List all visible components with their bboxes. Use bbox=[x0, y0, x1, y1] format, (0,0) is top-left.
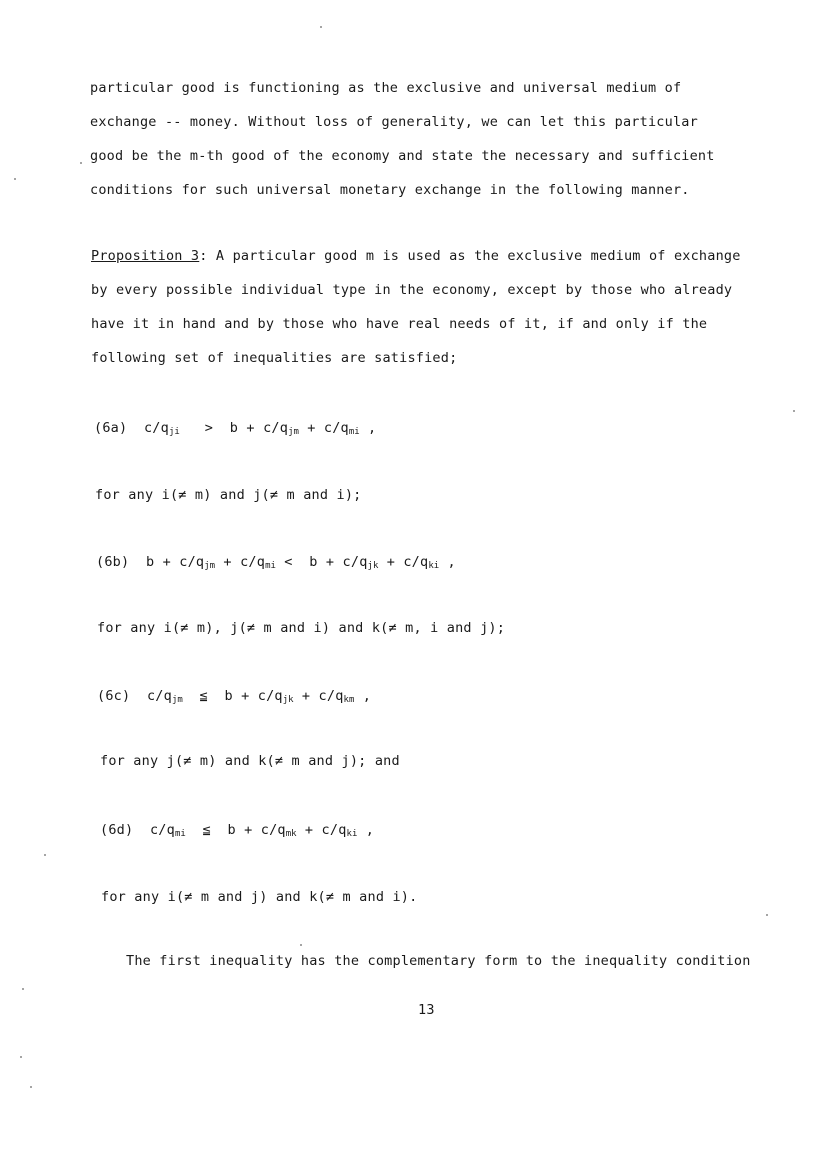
equation-operator: ≦ bbox=[202, 822, 211, 838]
equation-subscript: ki bbox=[428, 561, 440, 571]
equation-term: + c/q bbox=[215, 554, 266, 570]
equation-tag: (6a) bbox=[94, 420, 128, 436]
equation-term: b + c/q bbox=[145, 554, 205, 570]
equation-subscript: jk bbox=[282, 695, 294, 705]
equation-term: c/q bbox=[146, 688, 172, 704]
equation-term: + c/q bbox=[296, 822, 347, 838]
equation-6c bbox=[97, 688, 371, 705]
equation-tag: (6c) bbox=[97, 688, 131, 704]
scan-speck bbox=[22, 988, 24, 990]
paragraph-1-line-4: conditions for such universal monetary exchange in the following manner. bbox=[90, 182, 690, 198]
scan-speck bbox=[793, 410, 795, 412]
equation-end: , bbox=[359, 420, 377, 436]
equation-subscript: ki bbox=[346, 829, 358, 839]
equation-6c-condition: for any j(≠ m) and k(≠ m and j); and bbox=[100, 753, 400, 769]
equation-operator: ≦ bbox=[199, 688, 208, 704]
equation-6d-condition: for any i(≠ m and j) and k(≠ m and i). bbox=[101, 889, 418, 905]
proposition-line-3: have it in hand and by those who have real needs of it, if and only if the bbox=[91, 316, 708, 332]
scan-speck bbox=[300, 944, 302, 946]
scan-speck bbox=[44, 854, 46, 856]
equation-subscript: ji bbox=[168, 427, 180, 437]
equation-operator: > bbox=[204, 420, 214, 436]
paragraph-1-line-3: good be the m-th good of the economy and state the necessary and sufficient bbox=[90, 148, 715, 164]
equation-end: , bbox=[357, 822, 375, 838]
equation-subscript: jk bbox=[367, 561, 379, 571]
equation-term: b + c/q bbox=[229, 420, 289, 436]
equation-6b-condition: for any i(≠ m), j(≠ m and i) and k(≠ m, i and j); bbox=[97, 620, 506, 636]
scan-speck bbox=[80, 162, 82, 164]
scan-speck bbox=[30, 1086, 32, 1088]
scan-speck bbox=[14, 178, 16, 180]
page-number: 13 bbox=[418, 1002, 435, 1018]
equation-term: b + c/q bbox=[224, 688, 283, 704]
equation-6a bbox=[94, 420, 376, 437]
proposition-line-4: following set of inequalities are satisfied; bbox=[91, 350, 458, 366]
equation-term: + c/q bbox=[378, 554, 429, 570]
paragraph-1-line-2: exchange -- money. Without loss of generality, we can let this particular bbox=[90, 114, 698, 130]
equation-subscript: mi bbox=[348, 427, 360, 437]
equation-subscript: jm bbox=[171, 695, 183, 705]
equation-subscript: jm bbox=[288, 427, 299, 437]
equation-term: c/q bbox=[143, 420, 169, 436]
equation-subscript: km bbox=[343, 695, 355, 705]
equation-6a-condition: for any i(≠ m) and j(≠ m and i); bbox=[95, 487, 362, 503]
proposition-line-2: by every possible individual type in the economy, except by those who already bbox=[91, 282, 733, 298]
equation-subscript: jm bbox=[204, 561, 216, 571]
scan-speck bbox=[320, 26, 322, 28]
equation-operator: < bbox=[284, 554, 293, 570]
equation-subscript: mi bbox=[174, 829, 186, 839]
equation-subscript: mk bbox=[285, 829, 297, 839]
equation-6d bbox=[100, 822, 374, 839]
closing-paragraph-line: The first inequality has the complementary form to the inequality condition bbox=[126, 953, 751, 969]
equation-term: b + c/q bbox=[227, 822, 286, 838]
scan-speck bbox=[766, 914, 768, 916]
equation-term: c/q bbox=[149, 822, 175, 838]
proposition-text: : A particular good m is used as the exclusive medium of exchange bbox=[199, 248, 741, 264]
equation-term: + c/q bbox=[298, 420, 349, 436]
scan-speck bbox=[20, 1056, 22, 1058]
paragraph-1-line-1: particular good is functioning as the exclusive and universal medium of bbox=[90, 80, 682, 96]
equation-end: , bbox=[439, 554, 456, 570]
equation-term: b + c/q bbox=[309, 554, 368, 570]
equation-6b bbox=[96, 554, 456, 571]
equation-tag: (6d) bbox=[100, 822, 134, 838]
equation-subscript: mi bbox=[265, 561, 276, 571]
equation-term: + c/q bbox=[293, 688, 344, 704]
equation-end: , bbox=[354, 688, 372, 704]
equation-tag: (6b) bbox=[96, 554, 130, 570]
proposition-line-1 bbox=[91, 248, 741, 264]
proposition-label: Proposition 3 bbox=[91, 248, 200, 264]
